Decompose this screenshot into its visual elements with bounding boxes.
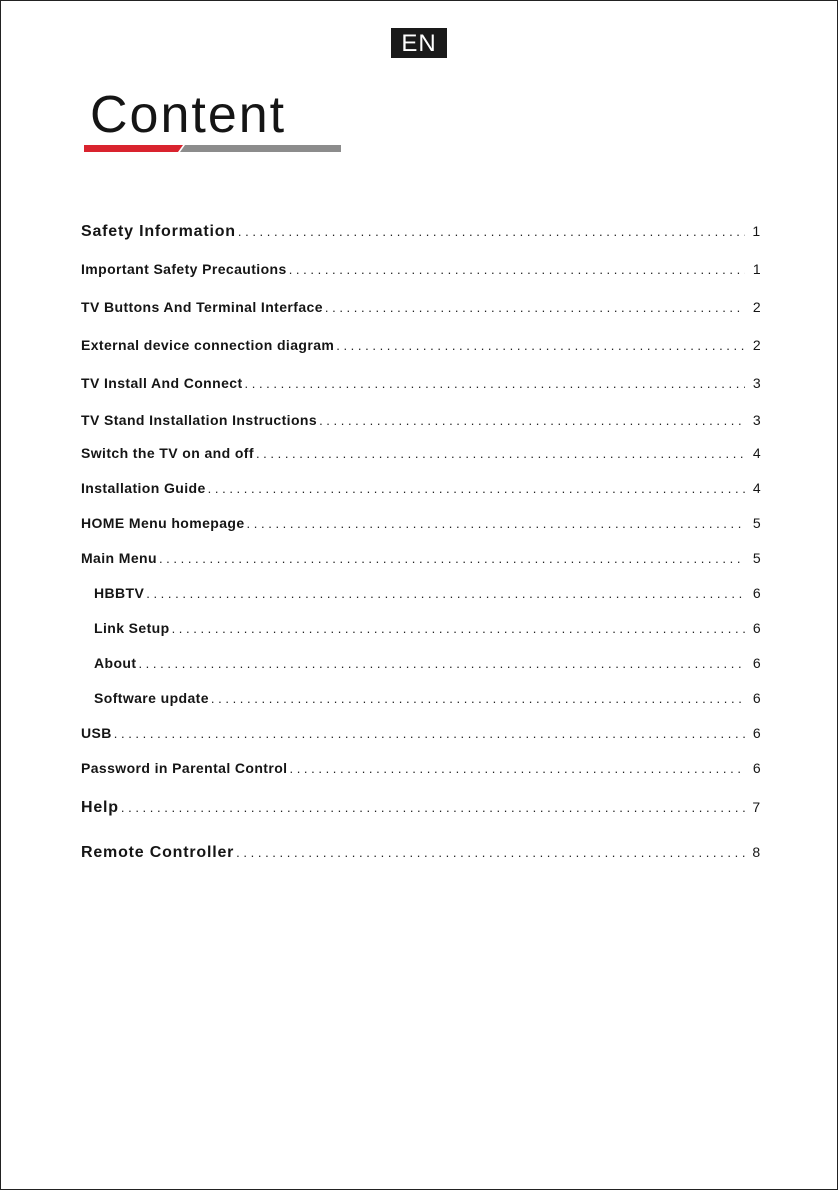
toc-entry-remote-controller[interactable] [81,844,761,866]
toc-dot-leader [211,691,745,706]
toc-page-number: 1 [752,223,761,239]
toc-page-number: 5 [752,550,761,566]
toc-entry-installation-guide[interactable] [81,480,761,502]
toc-entry-label: Important Safety Precautions [81,261,287,277]
toc-entry-label: TV Install And Connect [81,375,243,391]
toc-entry-label: Password in Parental Control [81,760,288,776]
toc-entry-switch-tv-on-off[interactable] [81,445,761,467]
toc-page-number: 4 [752,480,761,496]
toc-page-number: 3 [752,375,761,391]
toc-entry-label: External device connection diagram [81,337,335,353]
toc-dot-leader [336,338,745,353]
toc-page-number: 4 [752,445,761,461]
toc-entry-label: TV Buttons And Terminal Interface [81,299,323,315]
toc-dot-leader [245,376,745,391]
toc-dot-leader [172,621,745,636]
toc-entry-label: HOME Menu homepage [81,515,245,531]
toc-dot-leader [146,586,745,601]
page-title: Content [90,86,287,144]
toc-page-number: 6 [752,760,761,776]
toc-entry-label: Installation Guide [81,480,206,496]
toc-page-number: 6 [752,585,761,601]
toc-entry-tv-stand-installation[interactable] [81,412,761,434]
toc-subentry-about[interactable] [94,655,761,677]
toc-entry-password-parental-control[interactable] [81,760,761,782]
toc-entry-label: USB [81,725,112,741]
toc-entry-label: Help [81,799,119,816]
toc-page-number: 2 [752,337,761,353]
toc-dot-leader [247,516,745,531]
toc-entry-label: Link Setup [94,620,170,636]
toc-entry-label: Switch the TV on and off [81,445,254,461]
title-underline-gray-segment [180,145,341,152]
toc-entry-label: Software update [94,690,209,706]
toc-entry-tv-install-connect[interactable] [81,375,761,397]
toc-dot-leader [208,481,745,496]
toc-entry-home-menu-homepage[interactable] [81,515,761,537]
toc-dot-leader [114,726,745,741]
toc-entry-important-safety-precautions[interactable] [81,261,761,283]
toc-entry-label: Main Menu [81,550,157,566]
toc-page-number: 2 [752,299,761,315]
title-underline [84,145,341,152]
toc-page-number: 1 [752,261,761,277]
toc-entry-usb[interactable] [81,725,761,747]
language-badge: EN [391,28,447,58]
title-underline-red-segment [84,145,183,152]
toc-dot-leader [238,224,745,239]
toc-page-number: 3 [752,412,761,428]
toc-entry-label: TV Stand Installation Instructions [81,412,318,428]
toc-dot-leader [256,446,745,461]
toc-entry-help[interactable] [81,799,761,821]
toc-dot-leader [138,656,745,671]
toc-entry-safety-information[interactable] [81,223,761,245]
toc-subentry-link-setup[interactable] [94,620,761,642]
toc-subentry-software-update[interactable] [94,690,761,712]
toc-dot-leader [159,551,745,566]
toc-entry-label: About [94,655,137,671]
toc-entry-external-device-connection[interactable] [81,337,761,359]
toc-entry-label: Remote Controller [81,844,235,861]
toc-dot-leader [289,761,745,776]
toc-dot-leader [121,800,745,815]
toc-dot-leader [289,262,745,277]
toc-entry-tv-buttons-terminal-interface[interactable] [81,299,761,321]
toc-dot-leader [319,413,745,428]
toc-dot-leader [325,300,745,315]
toc-page-number: 8 [752,844,761,860]
toc-entry-label: HBBTV [94,585,145,601]
toc-dot-leader [236,845,745,860]
toc-entry-main-menu[interactable] [81,550,761,572]
toc-page-number: 6 [752,620,761,636]
toc-page-number: 6 [752,725,761,741]
toc-page-number: 5 [752,515,761,531]
toc-subentry-hbbtv[interactable] [94,585,761,607]
toc-page-number: 7 [752,799,761,815]
toc-page-number: 6 [752,655,761,671]
toc-entry-label: Safety Information [81,223,236,240]
toc-page-number: 6 [752,690,761,706]
